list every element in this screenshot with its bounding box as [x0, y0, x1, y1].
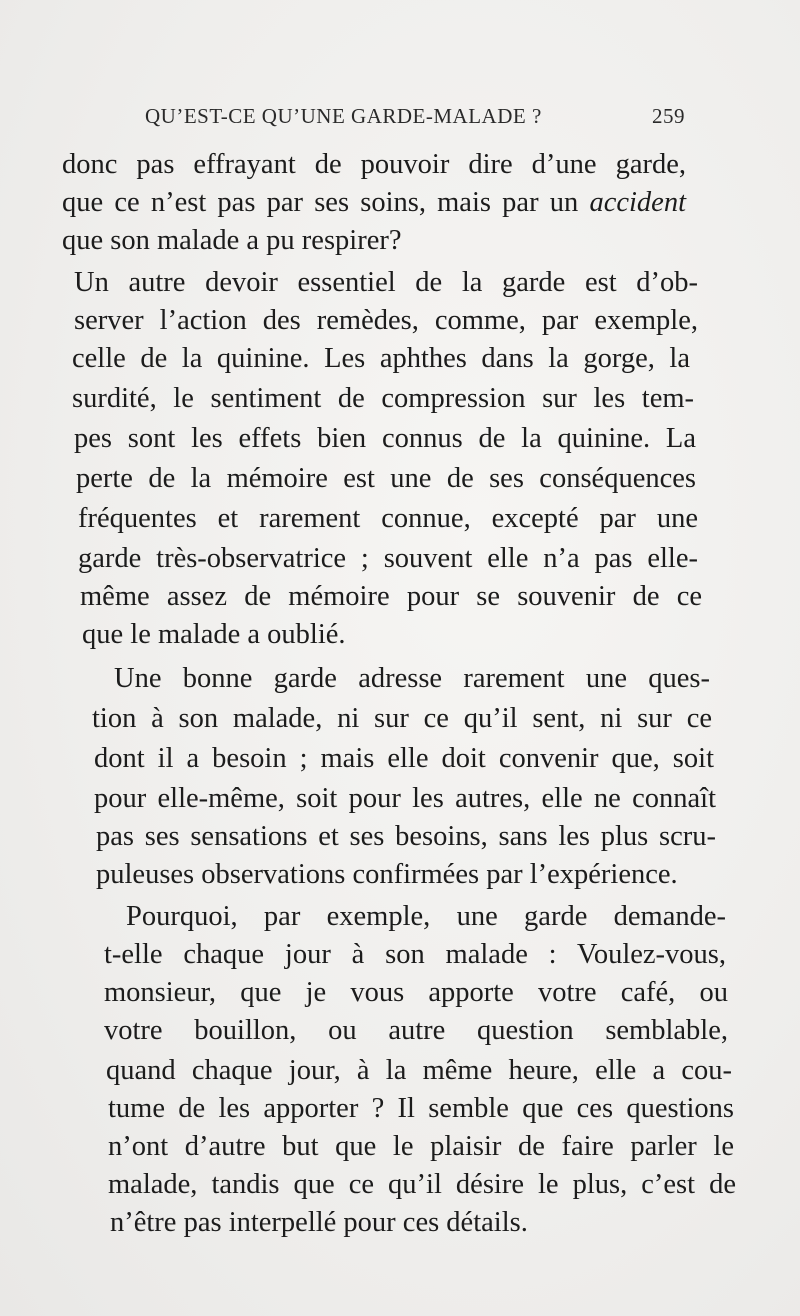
text-line: que son malade a pu respirer?	[62, 225, 402, 256]
text-line: perte de la mémoire est une de ses conséquences	[76, 463, 696, 494]
text-line: dont il a besoin ; mais elle doit convenir que, soit	[94, 743, 714, 774]
text-line: n’être pas interpellé pour ces détails.	[110, 1207, 528, 1238]
text-line: n’ont d’autre but que le plaisir de faire parler le	[108, 1131, 734, 1162]
text-line: Pourquoi, par exemple, une garde demande-	[126, 901, 726, 932]
running-title: QU’EST-CE QU’UNE GARDE-MALADE ?	[145, 104, 542, 128]
text-line: puleuses observations confirmées par l’expérience.	[96, 859, 678, 890]
text-line: donc pas effrayant de pouvoir dire d’une garde,	[62, 149, 686, 180]
text-line: pas ses sensations et ses besoins, sans les plus scru-	[96, 821, 716, 852]
text-line: monsieur, que je vous apporte votre café, ou	[104, 977, 728, 1008]
italic-word: accident	[589, 187, 686, 218]
text-line: même assez de mémoire pour se souvenir de ce	[80, 581, 702, 612]
text-segment: que ce n’est pas par ses soins, mais par un	[62, 187, 590, 218]
text-line: malade, tandis que ce qu’il désire le plus, c’est de	[108, 1169, 736, 1200]
text-line: surdité, le sentiment de compression sur les tem-	[72, 383, 694, 414]
text-line	[62, 184, 686, 222]
text-line: t-elle chaque jour à son malade : Voulez-vous,	[104, 939, 726, 970]
text-line: celle de la quinine. Les aphthes dans la gorge, la	[72, 343, 690, 374]
text-line: Un autre devoir essentiel de la garde est d’ob-	[74, 267, 698, 298]
text-line: garde très-observatrice ; souvent elle n’a pas elle-	[78, 543, 698, 574]
text-line: pour elle-même, soit pour les autres, elle ne connaît	[94, 783, 716, 814]
text-line: Une bonne garde adresse rarement une ques-	[114, 663, 710, 694]
text-line: votre bouillon, ou autre question semblable,	[104, 1015, 728, 1046]
running-head	[145, 104, 685, 134]
text-line: pes sont les effets bien connus de la quinine. La	[74, 423, 696, 454]
text-line: tion à son malade, ni sur ce qu’il sent, ni sur ce	[92, 703, 712, 734]
text-line: quand chaque jour, à la même heure, elle a cou-	[106, 1055, 732, 1086]
page-number: 259	[652, 104, 685, 128]
text-line: que le malade a oublié.	[82, 619, 346, 650]
text-line: fréquentes et rarement connue, excepté par une	[78, 503, 698, 534]
text-line: tume de les apporter ? Il semble que ces questions	[108, 1093, 734, 1124]
text-line: server l’action des remèdes, comme, par exemple,	[74, 305, 698, 336]
